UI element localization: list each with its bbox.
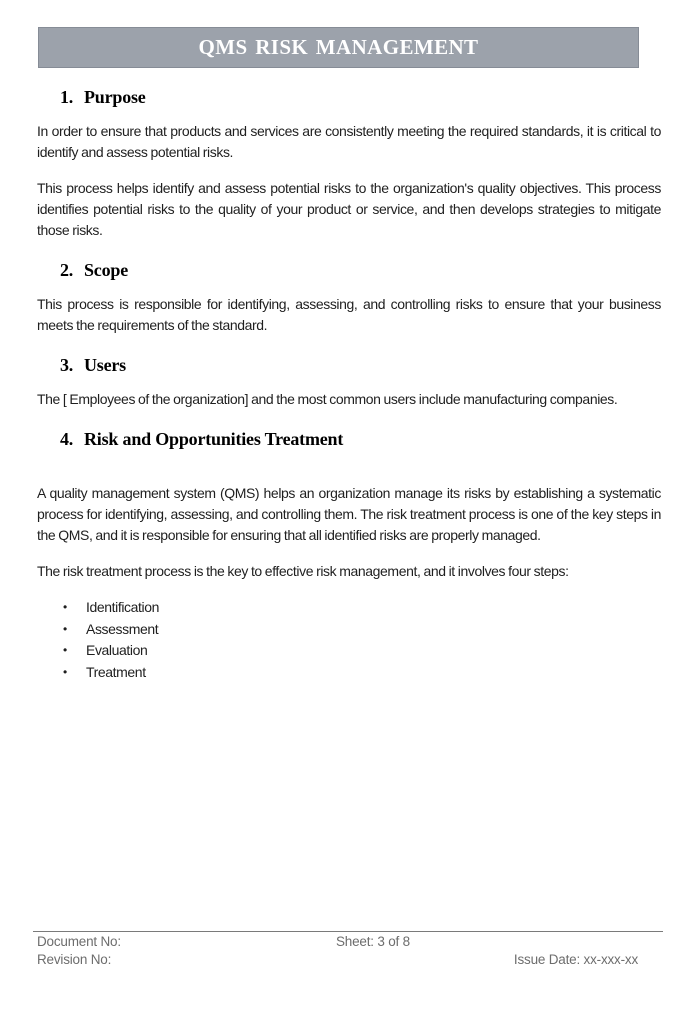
footer-divider xyxy=(33,931,663,932)
paragraph-risk-1: A quality management system (QMS) helps an organization manage its risks by establishing a systematic process for identifying, assessing, and controlling them. The risk treatment process is one of the key steps in the QMS, and it is responsible for ensuring that all identified risks are properly managed. xyxy=(37,485,661,543)
paragraph-users-1: The [ Employees of the organization] and the most common users include manufacturing companies. xyxy=(37,391,618,407)
list-item-label: Treatment xyxy=(86,663,146,680)
bullet-icon: • xyxy=(63,664,67,679)
list-item xyxy=(37,597,661,619)
paragraph-risk-2: The risk treatment process is the key to effective risk management, and it involves four steps: xyxy=(37,563,569,579)
footer-issue-date: Issue Date: xx-xxx-xx xyxy=(513,952,638,967)
section-title: Purpose xyxy=(84,87,146,107)
document-title-banner xyxy=(38,27,639,68)
section-number: 2. xyxy=(60,260,74,280)
list-item xyxy=(37,640,661,662)
paragraph-purpose-1: In order to ensure that products and services are consistently meeting the required standards, it is critical to identify and assess potential risks. xyxy=(37,123,661,160)
bullet-icon: • xyxy=(63,621,67,636)
footer-revision-no: Revision No: xyxy=(37,952,112,967)
section-title: Scope xyxy=(84,260,129,280)
section-number: 1. xyxy=(60,87,74,107)
section-heading-risk-treatment xyxy=(37,428,661,450)
section-heading-scope xyxy=(37,259,661,281)
section-heading-purpose xyxy=(37,86,661,108)
section-number: 4. xyxy=(60,429,74,449)
list-item-label: Identification xyxy=(86,599,160,615)
list-item xyxy=(37,662,661,684)
list-item-label: Assessment xyxy=(86,620,159,637)
document-title: QMS RISK MANAGEMENT xyxy=(198,35,479,59)
section-heading-users xyxy=(37,354,661,376)
paragraph-purpose-2: This process helps identify and assess potential risks to the organization's quality objectives. This process identifies potential risks to the quality of your product or service, and then develops strategies to mitigate those risks. xyxy=(37,180,661,238)
footer-document-no: Document No: xyxy=(37,934,121,949)
section-number: 3. xyxy=(60,355,74,375)
risk-steps-list xyxy=(37,597,661,683)
section-title: Risk and Opportunities Treatment xyxy=(84,429,344,449)
list-item-label: Evaluation xyxy=(86,642,148,658)
bullet-icon: • xyxy=(63,643,67,657)
list-item xyxy=(37,619,661,641)
bullet-icon: • xyxy=(63,600,67,614)
document-body xyxy=(37,68,661,683)
paragraph-scope-1: This process is responsible for identifying, assessing, and controlling risks to ensure that your business meets the requirements of the standard. xyxy=(37,296,661,333)
section-title: Users xyxy=(84,355,126,375)
footer-sheet: Sheet: 3 of 8 xyxy=(336,934,410,949)
